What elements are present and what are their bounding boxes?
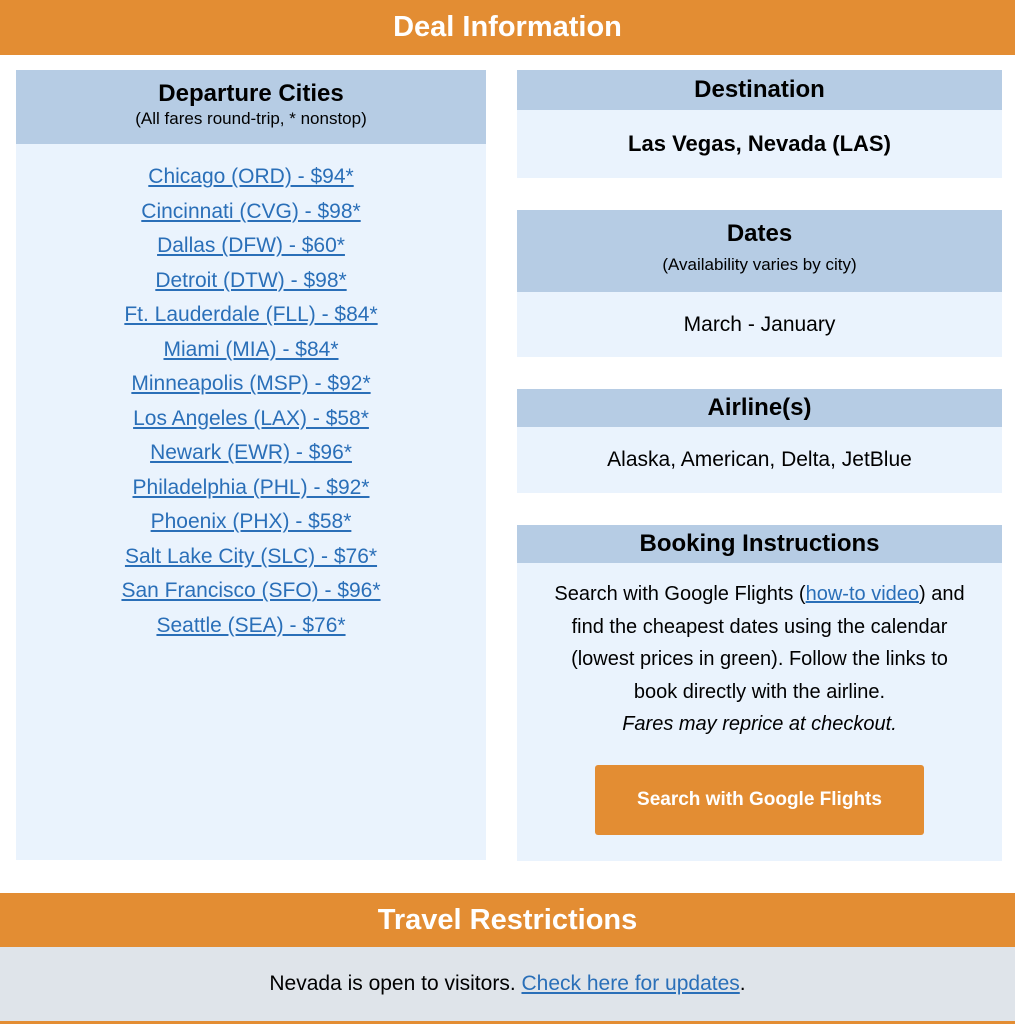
city-link-chicago[interactable]: Chicago (ORD) - $94* [148,165,354,188]
destination-value: Las Vegas, Nevada (LAS) [517,110,1002,178]
city-link-phoenix[interactable]: Phoenix (PHX) - $58* [150,510,352,533]
reprice-note: Fares may reprice at checkout. [622,713,897,735]
dates-value: March - January [517,292,1002,357]
airlines-header [517,389,1002,427]
city-link-detroit[interactable]: Detroit (DTW) - $98* [155,268,347,292]
dates-title: Dates [726,220,793,247]
destination-title: Destination [694,76,825,103]
dates-header [517,210,1002,292]
travel-status-text: Nevada is open to visitors. [269,972,522,995]
city-link-ft-lauderdale[interactable]: Ft. Lauderdale (FLL) - $84* [124,303,378,326]
city-link-miami[interactable]: Miami (MIA) - $84* [163,337,339,361]
travel-suffix: . [739,972,746,995]
city-link-seattle[interactable]: Seattle (SEA) - $76* [156,613,346,637]
how-to-video-link[interactable]: how-to video [805,583,920,605]
check-updates-link[interactable]: Check here for updates [521,972,740,995]
search-google-flights-button[interactable]: Search with Google Flights [595,765,924,835]
travel-restrictions-header: Travel Restrictions [0,893,1015,947]
city-link-los-angeles[interactable]: Los Angeles (LAX) - $58* [133,406,369,430]
city-link-san-francisco[interactable]: San Francisco (SFO) - $96* [121,579,381,602]
departure-cities-subtitle: (All fares round-trip, * nonstop) [135,109,367,128]
travel-restrictions-body [0,947,1015,1024]
booking-instructions-body [517,563,1002,861]
dates-subtitle: (Availability varies by city) [662,255,857,274]
deal-information-header: Deal Information [0,0,1015,55]
departure-cities-list [16,144,486,860]
booking-text-start: Search with Google Flights ( [554,583,806,605]
departure-cities-header [16,70,486,144]
departure-cities-title: Departure Cities [158,80,344,107]
airlines-value: Alaska, American, Delta, JetBlue [517,427,1002,493]
booking-instructions-title: Booking Instructions [639,530,880,557]
city-link-newark[interactable]: Newark (EWR) - $96* [150,441,352,464]
city-link-philadelphia[interactable]: Philadelphia (PHL) - $92* [132,475,370,499]
city-link-salt-lake-city[interactable]: Salt Lake City (SLC) - $76* [124,544,378,568]
city-link-cincinnati[interactable]: Cincinnati (CVG) - $98* [141,199,361,223]
destination-header [517,70,1002,110]
airlines-title: Airline(s) [707,394,812,421]
city-link-dallas[interactable]: Dallas (DFW) - $60* [157,234,345,257]
booking-instructions-header [517,525,1002,563]
city-link-minneapolis[interactable]: Minneapolis (MSP) - $92* [131,372,371,395]
booking-instructions-text [547,578,972,741]
booking-text-rest: ) and find the cheapest dates using the calendar (lowest prices in green). Follow the links to book directly with the airline. [571,583,965,703]
